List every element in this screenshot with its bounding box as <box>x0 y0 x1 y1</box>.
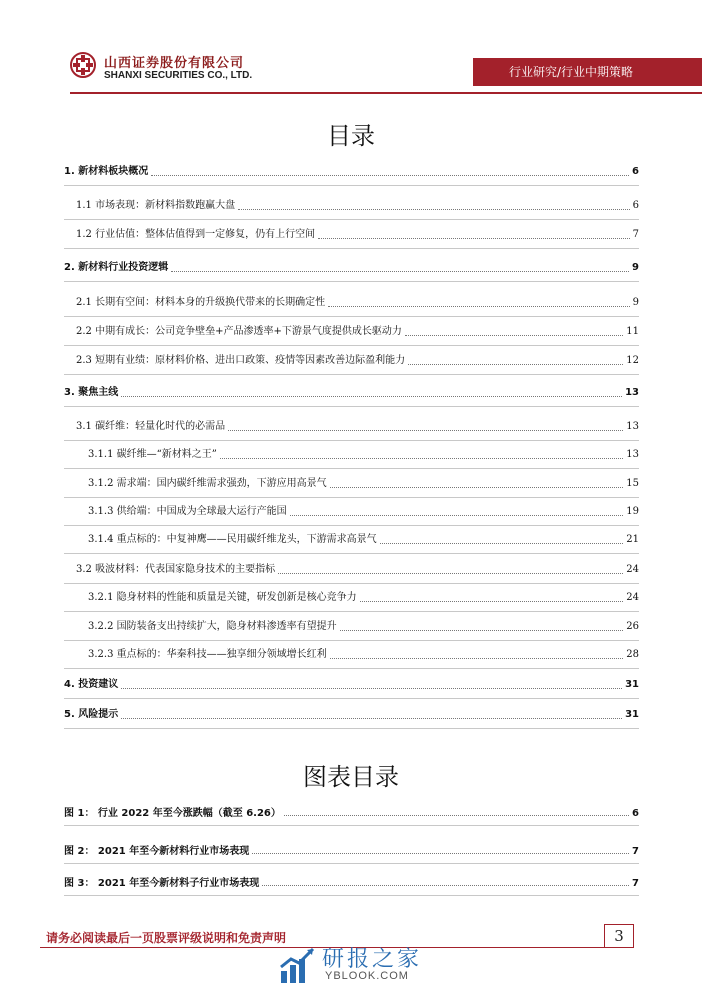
toc-entry[interactable] <box>76 294 639 310</box>
toc-entry-label: 2. 新材料行业投资逻辑 <box>64 262 169 273</box>
toc-entry[interactable] <box>64 259 639 275</box>
toc-entry[interactable] <box>64 384 639 400</box>
toc-entry[interactable] <box>88 618 639 634</box>
toc-row-separator <box>64 374 639 375</box>
dot-leader <box>284 814 629 816</box>
dot-leader <box>330 486 624 488</box>
toc-row-separator <box>64 611 639 612</box>
dot-leader <box>380 542 624 544</box>
toc-row-separator <box>64 583 639 584</box>
toc-row-separator <box>64 668 639 669</box>
dot-leader <box>405 334 623 336</box>
figure-entry-label: 图 1： 行业 2022 年至今涨跌幅（截至 6.26） <box>64 808 281 819</box>
toc-entry-page: 13 <box>625 387 639 398</box>
toc-entry-label: 1. 新材料板块概况 <box>64 166 149 177</box>
toc-entry-label: 3.1.4 重点标的：中复神鹰——民用碳纤维龙头，下游需求高景气 <box>88 534 377 545</box>
figure-entry[interactable] <box>64 873 639 889</box>
dot-leader <box>360 600 624 602</box>
dot-leader <box>290 514 624 516</box>
toc-entry-page: 13 <box>626 421 639 432</box>
header-divider <box>70 92 702 94</box>
dot-leader <box>121 687 622 689</box>
toc-entry[interactable] <box>88 531 639 547</box>
page-number: 3 <box>604 924 634 948</box>
toc-entry-page: 12 <box>626 355 639 366</box>
toc-entry[interactable] <box>88 503 639 519</box>
toc-entry[interactable] <box>88 646 639 662</box>
dot-leader <box>238 208 630 210</box>
toc-entry[interactable] <box>88 475 639 491</box>
shanxi-securities-logo-icon <box>70 52 96 78</box>
dot-leader <box>171 270 629 272</box>
toc-row-separator <box>64 698 639 699</box>
toc-row-separator <box>64 728 639 729</box>
toc-entry-label: 1.2 行业估值：整体估值得到一定修复，仍有上行空间 <box>76 229 316 240</box>
toc-entry[interactable] <box>88 446 639 462</box>
toc-entry-label: 3.1.3 供给端：中国成为全球最大运行产能国 <box>88 506 287 517</box>
dot-leader <box>228 429 623 431</box>
figure-row-separator <box>64 863 639 864</box>
toc-entry-page: 24 <box>626 564 639 575</box>
dot-leader <box>151 174 629 176</box>
toc-entry[interactable] <box>64 706 639 722</box>
toc-row-separator <box>64 640 639 641</box>
toc-entry-page: 6 <box>632 200 639 211</box>
toc-entry-label: 1.1 市场表现：新材料指数跑赢大盘 <box>76 200 236 211</box>
toc-row-separator <box>64 316 639 317</box>
toc-row-separator <box>64 281 639 282</box>
toc-entry-page: 24 <box>626 592 639 603</box>
toc-entry-page: 31 <box>625 709 639 720</box>
toc-entry-label: 3.1 碳纤维：轻量化时代的必需品 <box>76 421 226 432</box>
toc-entry-page: 21 <box>626 534 639 545</box>
toc-entry-label: 3.2.2 国防装备支出持续扩大，隐身材料渗透率有望提升 <box>88 621 337 632</box>
toc-entry-page: 15 <box>626 478 639 489</box>
toc-entry-page: 28 <box>626 649 639 660</box>
watermark-text: 研报之家 <box>322 947 423 972</box>
toc-row-separator <box>64 440 639 441</box>
toc-entry-page: 31 <box>625 679 639 690</box>
figure-entry-page: 7 <box>632 846 639 857</box>
figure-row-separator <box>64 895 639 896</box>
watermark-url: YBLOOK.COM <box>325 970 409 982</box>
dot-leader <box>252 852 629 854</box>
dot-leader <box>220 457 623 459</box>
figure-entry[interactable] <box>64 803 639 819</box>
figures-title: 图表目录 <box>303 763 399 791</box>
figure-row-separator <box>64 825 639 826</box>
toc-entry[interactable] <box>64 676 639 692</box>
toc-entry-label: 3.2.1 隐身材料的性能和质量是关键，研发创新是核心竞争力 <box>88 592 357 603</box>
toc-title: 目录 <box>327 122 375 150</box>
toc-row-separator <box>64 219 639 220</box>
toc-entry[interactable] <box>76 352 639 368</box>
toc-entry[interactable] <box>88 589 639 605</box>
toc-entry-label: 3. 聚焦主线 <box>64 387 119 398</box>
toc-entry-page: 11 <box>626 326 639 337</box>
toc-row-separator <box>64 345 639 346</box>
toc-row-separator <box>64 468 639 469</box>
toc-entry-label: 3.1.1 碳纤维—“新材料之王” <box>88 449 217 460</box>
figure-entry-label: 图 3： 2021 年至今新材料子行业市场表现 <box>64 878 260 889</box>
figure-entry-page: 7 <box>632 878 639 889</box>
dot-leader <box>408 363 623 365</box>
dot-leader <box>121 395 622 397</box>
toc-entry-label: 5. 风险提示 <box>64 709 119 720</box>
toc-entry[interactable] <box>76 418 639 434</box>
toc-entry[interactable] <box>76 561 639 577</box>
dot-leader <box>318 237 630 239</box>
toc-entry-page: 7 <box>632 229 639 240</box>
toc-entry-page: 9 <box>632 297 639 308</box>
toc-entry-page: 26 <box>626 621 639 632</box>
toc-entry-page: 13 <box>626 449 639 460</box>
toc-entry-label: 3.1.2 需求端：国内碳纤维需求强劲，下游应用高景气 <box>88 478 327 489</box>
figure-entry[interactable] <box>64 841 639 857</box>
toc-row-separator <box>64 497 639 498</box>
toc-row-separator <box>64 525 639 526</box>
watermark-chart-icon <box>277 945 319 987</box>
dot-leader <box>340 629 624 631</box>
dot-leader <box>328 305 630 307</box>
toc-entry-label: 3.2 吸波材料：代表国家隐身技术的主要指标 <box>76 564 276 575</box>
dot-leader <box>121 717 622 719</box>
toc-entry-label: 2.3 短期有业绩：原材料价格、进出口政策、疫情等因素改善边际盈利能力 <box>76 355 406 366</box>
toc-entry[interactable] <box>76 197 639 213</box>
toc-entry-page: 19 <box>626 506 639 517</box>
dot-leader <box>330 657 624 659</box>
section-tag: 行业研究/行业中期策略 <box>473 58 702 86</box>
toc-entry[interactable] <box>76 226 639 242</box>
toc-entry-page: 9 <box>632 262 639 273</box>
toc-entry-label: 2.1 长期有空间：材料本身的升级换代带来的长期确定性 <box>76 297 326 308</box>
figure-entry-page: 6 <box>632 808 639 819</box>
company-name-en: SHANXI SECURITIES CO., LTD. <box>104 70 253 81</box>
company-name-cn: 山西证券股份有限公司 <box>104 56 245 71</box>
toc-row-separator <box>64 185 639 186</box>
figure-entry-label: 图 2： 2021 年至今新材料行业市场表现 <box>64 846 250 857</box>
toc-entry-label: 2.2 中期有成长：公司竞争壁垒+产品渗透率+下游景气度提供成长驱动力 <box>76 326 402 337</box>
toc-entry[interactable] <box>64 163 639 179</box>
dot-leader <box>262 884 629 886</box>
toc-row-separator <box>64 248 639 249</box>
toc-entry[interactable] <box>76 323 639 339</box>
toc-row-separator <box>64 553 639 554</box>
toc-row-separator <box>64 406 639 407</box>
toc-entry-label: 4. 投资建议 <box>64 679 119 690</box>
toc-entry-label: 3.2.3 重点标的：华秦科技——独享细分领域增长红利 <box>88 649 327 660</box>
toc-entry-page: 6 <box>632 166 639 177</box>
page-header <box>0 0 702 100</box>
dot-leader <box>278 572 623 574</box>
disclaimer-note: 请务必阅读最后一页股票评级说明和免责声明 <box>46 931 287 945</box>
